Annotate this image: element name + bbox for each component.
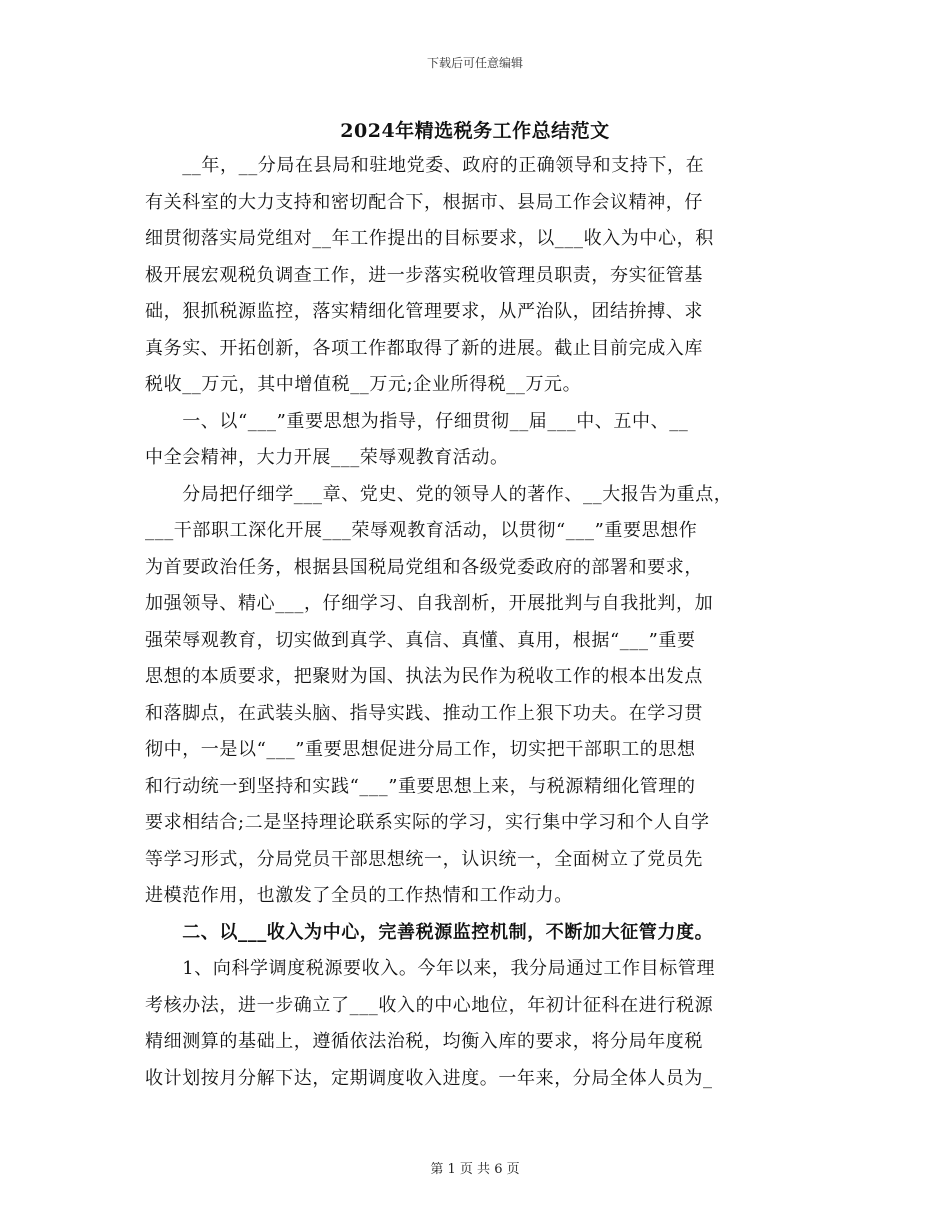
paragraph-line: 和行动统一到坚持和实践“___”重要思想上来，与税源精细化管理的 xyxy=(145,775,696,797)
paragraph-line: 真务实、开拓创新，各项工作都取得了新的进展。截止目前完成入库 xyxy=(145,337,703,359)
paragraph-line: 收计划按月分解下达，定期调度收入进度。一年来，分局全体人员为_ xyxy=(145,1067,713,1089)
header-note: 下载后可任意编辑 xyxy=(426,56,523,70)
paragraph-line: 精细测算的基础上，遵循依法治税，均衡入库的要求，将分局年度税 xyxy=(145,1031,703,1052)
paragraph-line: 加强领导、精心___，仔细学习、自我剖析，开展批判与自我批判，加 xyxy=(145,593,714,614)
paragraph-line: 思想的本质要求，把聚财为国、执法为民作为税收工作的根本出发点 xyxy=(145,666,703,687)
paragraph-line: 中全会精神，大力开展___荣辱观教育活动。 xyxy=(145,447,509,468)
paragraph-line: 进模范作用，也激发了全员的工作热情和工作动力。 xyxy=(145,885,573,906)
paragraph-line: __年，__分局在县局和驻地党委、政府的正确领导和支持下，在 xyxy=(145,155,705,176)
document-body xyxy=(145,148,807,1097)
paragraph-line: 极开展宏观税负调查工作，进一步落实税收管理员职责，夯实征管基 xyxy=(145,264,703,286)
paragraph-line: 要求相结合;二是坚持理论联系实际的学习，实行集中学习和个人自学 xyxy=(145,812,710,833)
paragraph-line: 1、向科学调度税源要收入。今年以来，我分局通过工作目标管理 xyxy=(145,958,716,979)
paragraph-line: 一、以“___”重要思想为指导，仔细贯彻__届___中、五中、__ xyxy=(145,410,689,432)
paragraph-line: 细贯彻落实局党组对__年工作提出的目标要求，以___收入为中心，积 xyxy=(145,228,714,249)
page-footer: 第 1 页 共 6 页 xyxy=(430,1162,520,1177)
paragraph-line: 强荣辱观教育，切实做到真学、真信、真懂、真用，根据“___”重要 xyxy=(145,629,696,651)
document-title: 2024年精选税务工作总结范文 xyxy=(340,120,610,142)
paragraph-line: 税收__万元，其中增值税__万元;企业所得税__万元。 xyxy=(145,374,582,395)
paragraph-line: 有关科室的大力支持和密切配合下，根据市、县局工作会议精神，仔 xyxy=(145,191,703,213)
paragraph-line: 彻中，一是以“___”重要思想促进分局工作，切实把干部职工的思想 xyxy=(145,739,696,760)
paragraph-line: 为首要政治任务，根据县国税局党组和各级党委政府的部署和要求， xyxy=(145,556,703,578)
paragraph-line: 和落脚点，在武装头脑、指导实践、推动工作上狠下功夫。在学习贯 xyxy=(145,702,703,724)
paragraph-line: 础，狠抓税源监控，落实精细化管理要求，从严治队，团结拚搏、求 xyxy=(145,301,703,322)
paragraph-line: 考核办法，进一步确立了___收入的中心地位，年初计征科在进行税源 xyxy=(145,994,714,1016)
paragraph-line: ___干部职工深化开展___荣辱观教育活动，以贯彻“___”重要思想作 xyxy=(145,520,698,541)
paragraph-line: 等学习形式，分局党员干部思想统一，认识统一，全面树立了党员先 xyxy=(145,848,703,870)
paragraph-line: 分局把仔细学___章、党史、党的领导人的著作、__大报告为重点， xyxy=(145,483,733,505)
section-heading-line: 二、以___收入为中心，完善税源监控机制，不断加大征管力度。 xyxy=(145,921,714,943)
